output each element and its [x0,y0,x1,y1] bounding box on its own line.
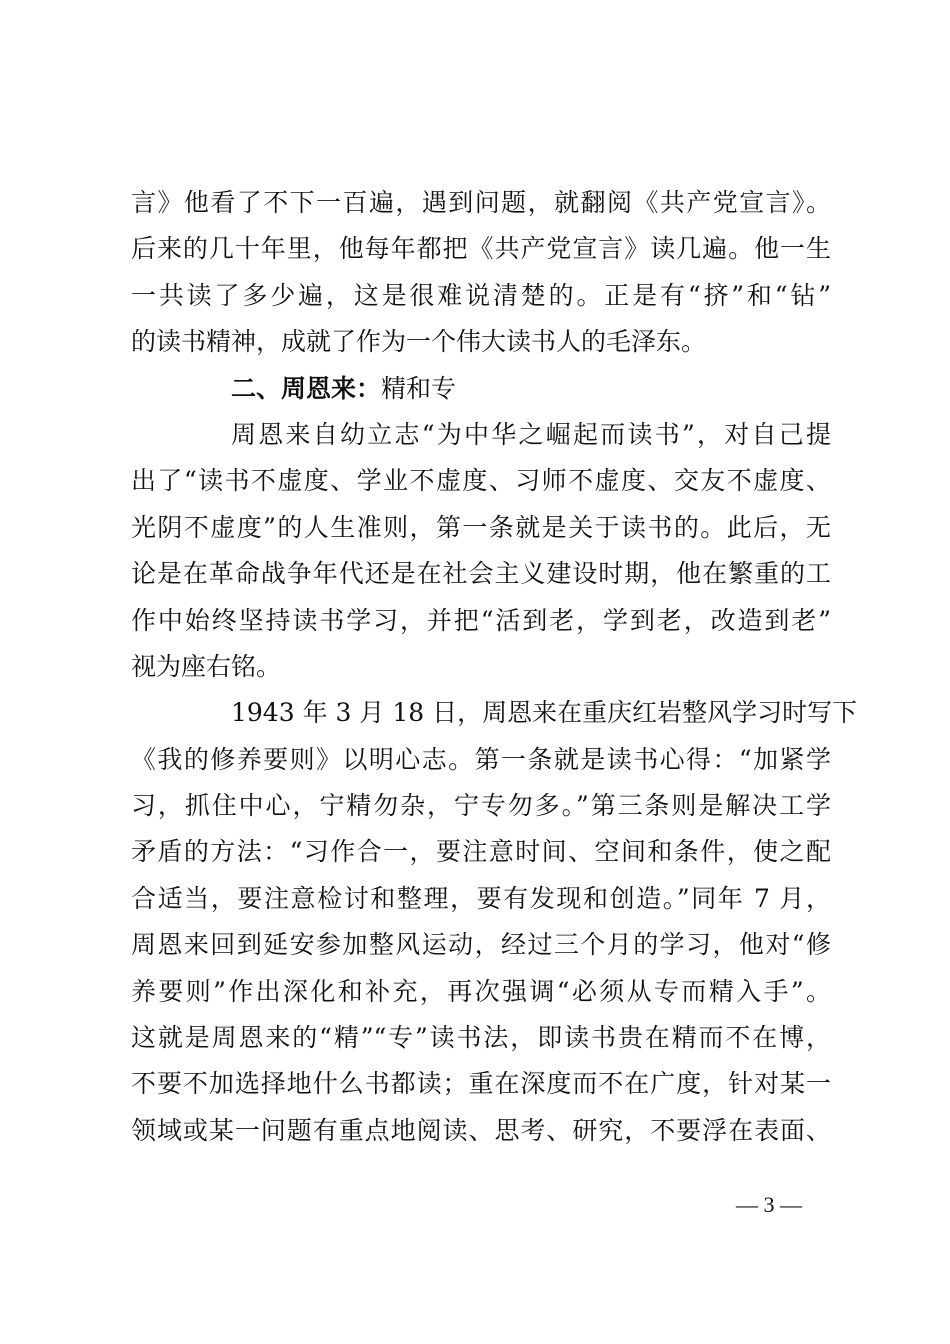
paragraph-1-line-1: 言》他看了不下一百遍，遇到问题，就翻阅《共产党宣言》。 [131,188,831,217]
paragraph-2-line-3: 光阴不虚度”的人生准则，第一条就是关于读书的。此后，无 [131,512,831,542]
paragraph-2-line-6: 视为座右铭。 [131,651,282,681]
section-heading-subtitle: 精和专 [381,373,457,403]
page-number: — 3 — [736,1192,802,1217]
paragraph-2-line-2: 出了“读书不虚度、学业不虚度、习师不虚度、交友不虚度、 [131,466,831,496]
paragraph-3-line-2: 《我的修养要则》以明心志。第一条就是读书心得：“加紧学 [131,744,831,774]
paragraph-1-line-4: 的读书精神，成就了作为一个伟大读书人的毛泽东。 [131,327,707,357]
paragraph-3-line-3: 习，抓住中心，宁精勿杂，宁专勿多。”第三条则是解决工学 [131,791,831,821]
paragraph-1-line-2: 后来的几十年里，他每年都把《共产党宣言》读几遍。他一生 [131,234,831,264]
paragraph-3-line-1: 1943 年 3 月 18 日，周恩来在重庆红岩整风学习时写下 [231,698,858,728]
paragraph-3-line-7: 养要则”作出深化和补充，再次强调“必须从专而精入手”。 [131,976,831,1006]
section-heading-line [131,366,831,412]
paragraph-3-line-6: 周恩来回到延安参加整风运动，经过三个月的学习，他对“修 [131,930,831,960]
body-text [131,180,858,1154]
paragraph-2-line-4: 论是在革命战争年代还是在社会主义建设时期，他在繁重的工 [131,559,831,589]
paragraph-2-line-1: 周恩来自幼立志“为中华之崛起而读书”，对自己提 [231,419,831,449]
paragraph-3-line-4: 矛盾的方法：“习作合一，要注意时间、空间和条件，使之配 [131,837,831,867]
section-heading-title: 二、周恩来： [231,373,382,403]
paragraph-2 [131,412,831,690]
section-heading [131,366,831,412]
paragraph-3 [131,690,858,1154]
paragraph-3-line-10: 领域或某一问题有重点地阅读、思考、研究，不要浮在表面、 [131,1115,831,1145]
paragraph-3-line-5: 合适当，要注意检讨和整理，要有发现和创造。”同年 7 月， [131,883,831,913]
paragraph-2-line-5: 作中始终坚持读书学习，并把“活到老，学到老，改造到老” [131,605,831,635]
paragraph-3-line-9: 不要不加选择地什么书都读；重在深度而不在广度，针对某一 [131,1069,831,1099]
paragraph-3-line-8: 这就是周恩来的“精”“专”读书法，即读书贵在精而不在博， [131,1023,831,1053]
paragraph-1-line-3: 一共读了多少遍，这是很难说清楚的。正是有“挤”和“钻” [131,280,831,310]
paragraph-1 [131,180,831,366]
